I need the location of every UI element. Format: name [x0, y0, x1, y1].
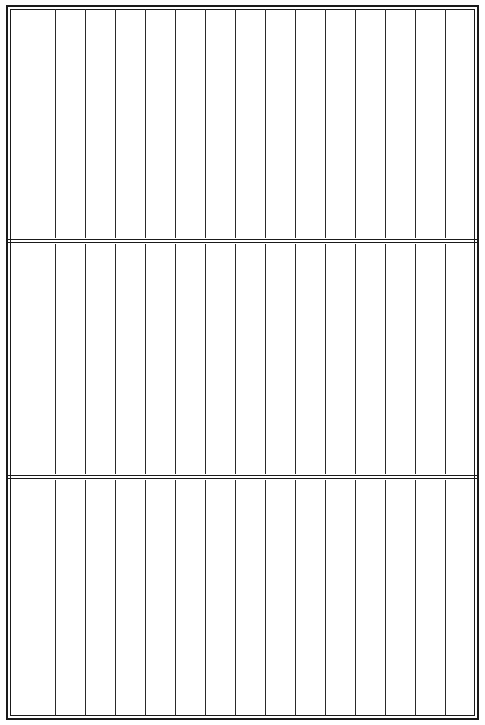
- text-column: [325, 9, 355, 238]
- text-column: [145, 244, 175, 474]
- text-column: [325, 480, 355, 716]
- text-column: [355, 9, 385, 238]
- text-column: [295, 9, 325, 238]
- text-column: [445, 9, 475, 238]
- panel-divider-1: [8, 239, 477, 243]
- text-column: [25, 9, 55, 238]
- text-column: [415, 244, 445, 474]
- text-column: [85, 9, 115, 238]
- text-column: [415, 9, 445, 238]
- text-column: [265, 9, 295, 238]
- text-column: [385, 244, 415, 474]
- text-column: [235, 9, 265, 238]
- text-column: [85, 480, 115, 716]
- text-column: [145, 9, 175, 238]
- text-column: [55, 9, 85, 238]
- panel-divider-2: [8, 475, 477, 479]
- text-column: [295, 480, 325, 716]
- text-column: [115, 480, 145, 716]
- text-column: [415, 480, 445, 716]
- text-column: [235, 480, 265, 716]
- text-panel-bottom: [10, 480, 475, 716]
- text-column: [115, 244, 145, 474]
- text-column: [445, 480, 475, 716]
- text-column: [25, 480, 55, 716]
- text-column: [235, 244, 265, 474]
- text-column: [355, 480, 385, 716]
- text-column: [295, 244, 325, 474]
- text-column: [205, 9, 235, 238]
- text-column: [265, 244, 295, 474]
- text-column: [445, 244, 475, 474]
- text-panel-top: [10, 9, 475, 238]
- text-column: [175, 244, 205, 474]
- text-column: [205, 480, 235, 716]
- text-column: [115, 9, 145, 238]
- text-column: [385, 480, 415, 716]
- text-column: [85, 244, 115, 474]
- text-column: [205, 244, 235, 474]
- text-column: [145, 480, 175, 716]
- text-column: [25, 244, 55, 474]
- text-column: [175, 480, 205, 716]
- text-column: [55, 244, 85, 474]
- text-column: [265, 480, 295, 716]
- text-panel-middle: [10, 244, 475, 474]
- text-column: [175, 9, 205, 238]
- text-column: [385, 9, 415, 238]
- text-column: [325, 244, 355, 474]
- text-column: [55, 480, 85, 716]
- text-column: [355, 244, 385, 474]
